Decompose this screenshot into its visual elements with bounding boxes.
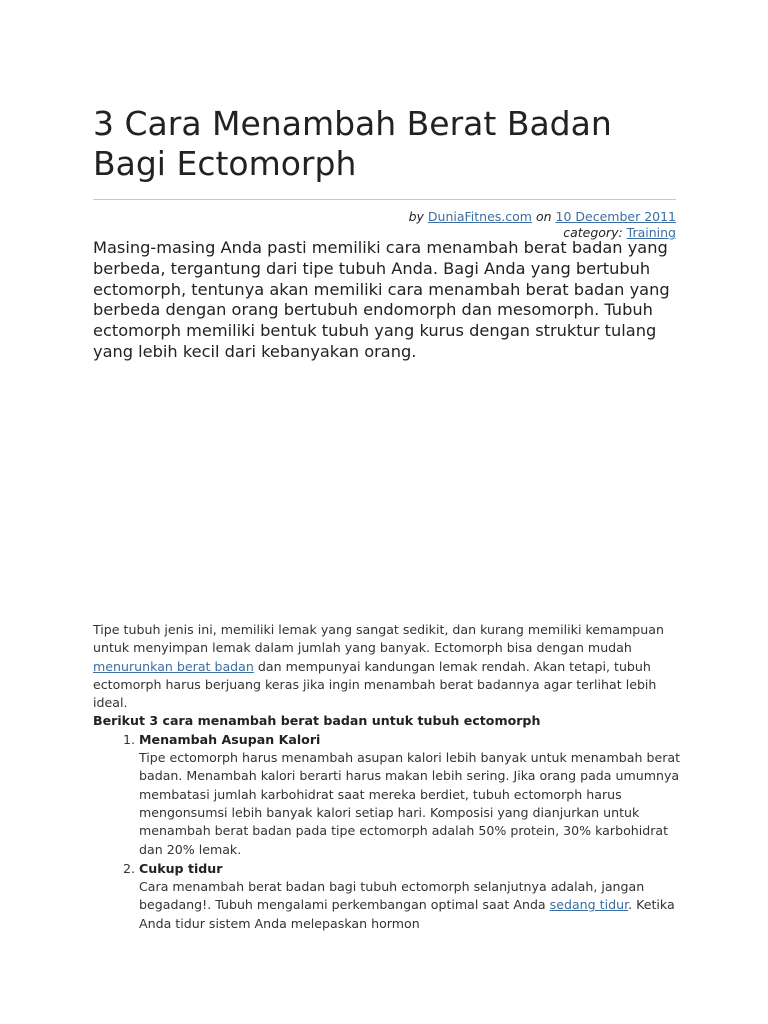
item-text: Tipe ectomorph harus menambah asupan kalori lebih banyak untuk menambah berat badan. Menambah kalori berarti harus makan lebih sering. Jika orang pada umumnya membatasi jumlah karbohidrat saat mereka berdiet, tubuh ectomorph harus mengonsumsi lebih banyak kalori setiap hari. Komposisi yang dianjurkan untuk menambah berat badan pada tipe ectomorph adalah 50% protein, 30% karbohidrat dan 20% lemak. — [139, 750, 681, 857]
item-text-before: Cara menambah berat badan bagi tubuh ectomorph selanjutnya adalah, jangan begadang!. Tubuh mengalami perkembangan optimal saat Anda — [139, 879, 645, 913]
item-title: 2. Cukup tidur — [139, 860, 223, 876]
list-item — [139, 731, 683, 859]
by-label: by — [408, 209, 424, 224]
article-title: 3 Cara Menambah Berat Badan Bagi Ectomorph — [93, 104, 612, 183]
on-label: on — [535, 209, 552, 224]
list-item — [139, 860, 683, 933]
article-body — [93, 621, 683, 934]
date-link[interactable]: 10 December 2011 — [555, 209, 676, 224]
intro-paragraph — [93, 621, 683, 712]
item-text-after: . Ketika Anda tidur sistem Anda melepaskan hormon — [139, 897, 675, 931]
category-label: category: — [563, 225, 623, 240]
link-menurunkan-berat-badan[interactable]: menurunkan berat badan — [93, 658, 254, 674]
item-title: 1. Menambah Asupan Kalori — [139, 731, 321, 747]
title-divider — [93, 199, 676, 200]
link-sedang-tidur[interactable]: sedang tidur — [549, 897, 629, 913]
item-text — [139, 878, 683, 933]
byline — [409, 209, 676, 225]
tips-list — [93, 731, 683, 933]
author-link[interactable]: DuniaFitnes.com — [427, 209, 532, 224]
list-subheading: Berikut 3 cara menambah berat badan untuk tubuh ectomorph — [93, 713, 541, 729]
intro-text-before: Tipe tubuh jenis ini, memiliki lemak yang sangat sedikit, dan kurang memiliki kemampuan untuk menyimpan lemak dalam jumlah yang banyak. Ectomorph bisa dengan mudah — [93, 622, 664, 656]
article-meta — [409, 209, 676, 241]
category-link[interactable]: Training — [626, 225, 676, 240]
lead-paragraph: Masing-masing Anda pasti memiliki cara menambah berat badan yang berbeda, tergantung dari tipe tubuh Anda. Bagi Anda yang bertubuh ectomorph, tentunya akan memiliki cara menambah berat badan yang berbeda dengan orang bertubuh endomorph dan mesomorph. Tubuh ectomorph memiliki bentuk tubuh yang kurus dengan struktur tulang yang lebih kecil dari kebanyakan orang. — [93, 238, 670, 361]
intro-text-after: dan mempunyai kandungan lemak rendah. Akan tetapi, tubuh ectomorph harus berjuang keras jika ingin menambah berat badannya agar terlihat lebih ideal. — [93, 658, 657, 711]
